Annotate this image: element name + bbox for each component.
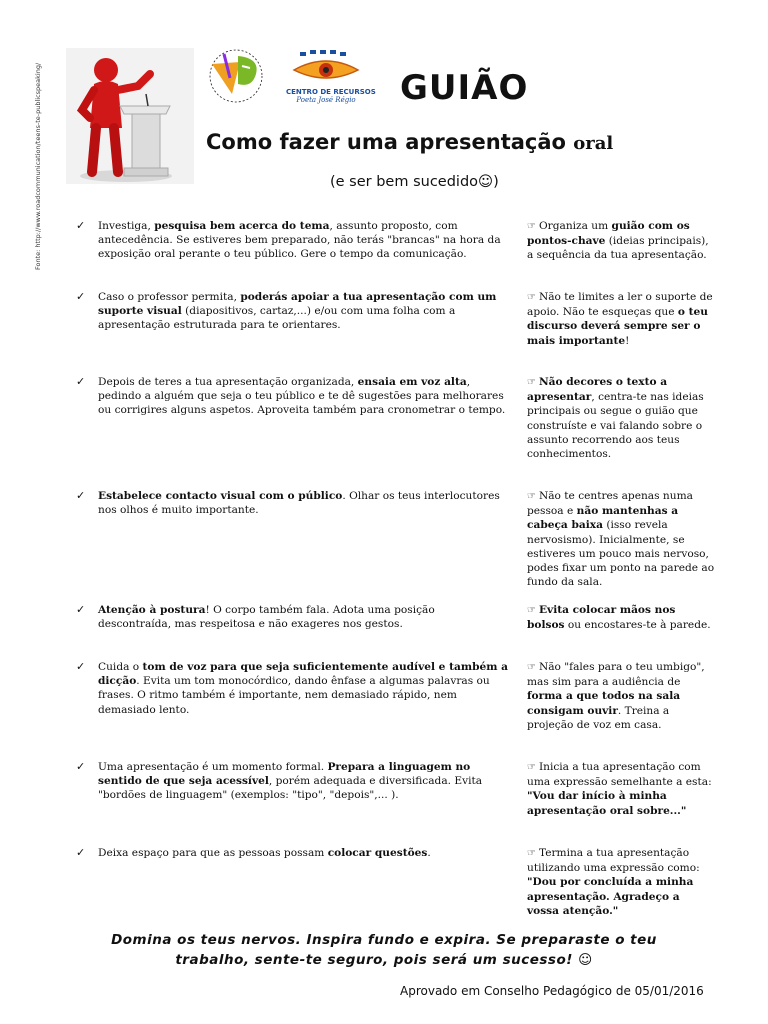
body-text: , porém adequada e diversificada. Evita "bordões de linguagem" (exemplos: "tipo", "depois",... ).: [98, 775, 483, 802]
check-icon: ✓: [76, 603, 86, 616]
body-text: !: [625, 334, 630, 347]
hand-pointer-icon: ☞: [527, 221, 536, 232]
tip-advice: [527, 375, 715, 461]
hand-pointer-icon: ☞: [527, 292, 536, 303]
tip-text: [98, 660, 508, 717]
body-text: Uma apresentação é um momento formal.: [98, 761, 328, 773]
emphasis-text: poderás apoiar a tua apresentação com um suporte visual: [98, 291, 497, 318]
tip-text: [98, 489, 508, 517]
body-text: ou encostares-te à parede.: [564, 619, 711, 632]
check-icon: ✓: [76, 290, 86, 303]
emphasis-text: tom de voz para que seja suficientemente audível e também a dicção: [98, 661, 508, 688]
hand-pointer-icon: ☞: [527, 605, 536, 616]
emphasis-text: colocar questões: [327, 847, 428, 859]
body-text: , centra-te nas ideias principais ou segue o guião que construíste e vai falando sobre o assunto recorrendo aos teus conhecimentos.: [527, 391, 704, 461]
emphasis-text: Prepara a linguagem no sentido de que seja acessível: [98, 761, 471, 788]
body-text: Organiza um: [538, 220, 612, 232]
tagline: (e ser bem sucedido☺): [330, 174, 499, 190]
tip-advice: [527, 760, 715, 818]
body-text: . Evita um tom monocórdico, dando ênfase a algumas palavras ou frases. O ritmo também é importante, nem demasiado rápido, nem demasiado lento.: [98, 675, 490, 716]
body-text: Cuida o: [98, 661, 143, 673]
tip-advice: [527, 660, 715, 732]
emphasis-text: o teu discurso deverá sempre ser o mais importante: [527, 306, 708, 347]
check-icon: ✓: [76, 846, 86, 859]
logo-line-1: CENTRO DE RECURSOS: [286, 88, 376, 96]
emphasis-text: Estabelece contacto visual com o público: [98, 490, 343, 502]
emphasis-text: Atenção à postura: [98, 604, 206, 616]
body-text: (diapositivos, cartaz,...) e/ou com uma folha com a apresentação estruturada para te orientares.: [98, 305, 456, 332]
body-text: (ideias principais), a sequência da tua apresentação.: [527, 235, 709, 262]
check-icon: ✓: [76, 375, 86, 388]
check-icon: ✓: [76, 660, 86, 673]
page-subtitle: [206, 130, 613, 154]
check-icon: ✓: [76, 489, 86, 502]
subtitle-small: oral: [573, 133, 614, 154]
emphasis-text: Não decores o texto a apresentar: [527, 376, 668, 404]
tip-advice: [527, 489, 715, 589]
body-text: , pedindo a alguém que seja o teu público e te dê sugestões para melhorares ou corrigires alguns aspetos. Aproveita também para cronometrar o tempo.: [98, 376, 506, 417]
body-text: Não te limites a ler o suporte de apoio. Não te esqueças que: [527, 291, 713, 319]
body-text: Caso o professor permita,: [98, 291, 241, 303]
subtitle-main: Como fazer uma apresentação: [206, 130, 566, 154]
tip-advice: [527, 846, 715, 918]
approval-note: Aprovado em Conselho Pedagógico de 05/01/2016: [400, 984, 704, 998]
body-text: , assunto proposto, com antecedência. Se estiveres bem preparado, não terás "brancas" na hora da exposição oral perante o teu público. Gere o tempo da comunicação.: [98, 220, 501, 261]
closing-message: Domina os teus nervos. Inspira fundo e expira. Se preparaste o teu trabalho, sente-te seguro, pois será um sucesso! ☺: [111, 932, 657, 968]
body-text: ! O corpo também fala. Adota uma posição descontraída, mas respeitosa e não exageres nos gestos.: [98, 604, 435, 631]
source-url: Fonte: http://www.roadcommunication/teens-te-publicspeaking/: [34, 62, 42, 270]
tip-text: [98, 375, 508, 418]
emphasis-text: guião com os pontos-chave: [527, 220, 690, 248]
tip-text: [98, 290, 508, 333]
hand-pointer-icon: ☞: [527, 377, 536, 388]
hand-pointer-icon: ☞: [527, 491, 536, 502]
emphasis-text: ensaia em voz alta: [357, 376, 467, 388]
body-text: Deixa espaço para que as pessoas possam: [98, 847, 328, 859]
emphasis-text: "Dou por concluída a minha apresentação. Agradeço a vossa atenção.": [527, 876, 694, 917]
body-text: . Treina a projeção de voz em casa.: [527, 704, 670, 731]
hand-pointer-icon: ☞: [527, 848, 536, 859]
speaker-podium-illustration: [66, 48, 194, 184]
logo-line-2: Poeta José Régio: [296, 96, 356, 104]
body-text: .: [427, 847, 431, 859]
tip-advice: [527, 219, 715, 263]
body-text: Não "fales para o teu umbigo", mas sim para a audiência de: [527, 661, 705, 689]
tip-text: [98, 219, 508, 262]
hand-pointer-icon: ☞: [527, 662, 536, 673]
tip-advice: [527, 603, 715, 632]
emphasis-text: Evita colocar mãos nos bolsos: [527, 604, 676, 632]
body-text: Depois de teres a tua apresentação organizada,: [98, 376, 358, 388]
body-text: . Olhar os teus interlocutores nos olhos é muito importante.: [98, 490, 500, 517]
emphasis-text: não mantenhas a cabeça baixa: [527, 505, 679, 532]
emphasis-text: "Vou dar início à minha apresentação oral sobre...": [527, 790, 687, 817]
resource-centre-logo: [286, 50, 376, 104]
check-icon: ✓: [76, 219, 86, 232]
emphasis-text: pesquisa bem acerca do tema: [154, 220, 330, 232]
hand-pointer-icon: ☞: [527, 762, 536, 773]
tip-text: [98, 760, 508, 803]
body-text: Inicia a tua apresentação com uma expressão semelhante a esta:: [527, 761, 712, 789]
eye-icon: [286, 50, 366, 84]
check-icon: ✓: [76, 760, 86, 773]
school-group-logo: [204, 44, 276, 110]
page-title: GUIÃO: [400, 68, 529, 108]
tip-advice: [527, 290, 715, 348]
body-text: Investiga,: [98, 220, 155, 232]
tip-text: [98, 846, 508, 860]
tip-text: [98, 603, 508, 631]
body-text: Termina a tua apresentação utilizando uma expressão como:: [527, 847, 700, 875]
body-text: Não te centres apenas numa pessoa e: [527, 490, 693, 518]
body-text: (isso revela nervosismo). Inicialmente, se estiveres um pouco mais nervoso, podes fixar um ponto na parede ao fundo da sala.: [527, 519, 715, 589]
emphasis-text: forma a que todos na sala consigam ouvir: [527, 690, 681, 717]
